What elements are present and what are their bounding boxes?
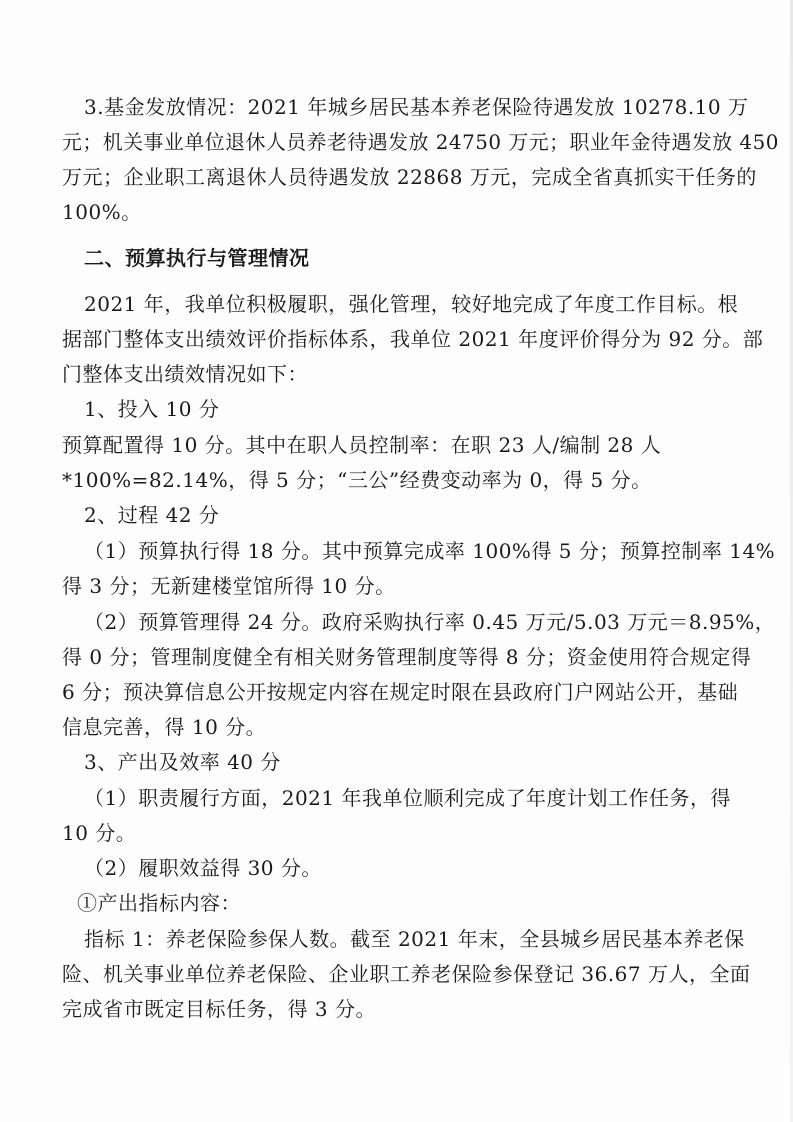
section-heading: 二、预算执行与管理情况 (84, 246, 310, 270)
paragraph-line: 元；机关事业单位退休人员养老待遇发放 24750 万元；职业年金待遇发放 450 (62, 130, 779, 154)
subsection-heading: 2、过程 42 分 (84, 503, 220, 527)
paragraph-line: 6 分；预决算信息公开按规定内容在规定时限在县政府门户网站公开，基础 (62, 680, 739, 704)
paragraph-line: 门整体支出绩效情况如下： (62, 362, 308, 386)
paragraph-line: （2）预算管理得 24 分。政府采购执行率 0.45 万元/5.03 万元＝8.95%， (84, 610, 776, 634)
paragraph-line: 100%。 (62, 200, 142, 224)
paragraph-line: 得 3 分；无新建楼堂馆所得 10 分。 (62, 574, 396, 598)
paragraph-line: 得 0 分；管理制度健全有相关财务管理制度等得 8 分；资金使用符合规定得 (62, 645, 752, 669)
paragraph-line: （1）预算执行得 18 分。其中预算完成率 100%得 5 分；预算控制率 14% (84, 539, 776, 563)
paragraph-line: （1）职责履行方面，2021 年我单位顺利完成了年度计划工作任务，得 (84, 786, 731, 810)
paragraph-line: （2）履职效益得 30 分。 (84, 856, 322, 880)
paragraph-line: 险、机关事业单位养老保险、企业职工养老保险参保登记 36.67 万人，全面 (62, 962, 751, 986)
paragraph-line: 完成省市既定目标任务，得 3 分。 (62, 997, 376, 1021)
paragraph-line: 10 分。 (62, 821, 137, 845)
subsection-heading: 1、投入 10 分 (84, 397, 220, 421)
paragraph-line: 3.基金发放情况：2021 年城乡居民基本养老保险待遇发放 10278.10 万 (84, 95, 749, 119)
paragraph-line: ①产出指标内容： (77, 891, 241, 915)
paragraph-line: 2021 年，我单位积极履职，强化管理，较好地完成了年度工作目标。根 (84, 292, 739, 316)
paragraph-line: *100%=82.14%，得 5 分；“三公”经费变动率为 0，得 5 分。 (62, 468, 652, 492)
subsection-heading: 3、产出及效率 40 分 (84, 750, 281, 774)
paragraph-line: 万元；企业职工离退休人员待遇发放 22868 万元，完成全省真抓实干任务的 (62, 165, 757, 189)
paragraph-line: 指标 1：养老保险参保人数。截至 2021 年末，全县城乡居民基本养老保 (84, 927, 745, 951)
paragraph-line: 据部门整体支出绩效评价指标体系，我单位 2021 年度评价得分为 92 分。部 (62, 327, 764, 351)
paragraph-line: 信息完善，得 10 分。 (62, 715, 267, 739)
paragraph-line: 预算配置得 10 分。其中在职人员控制率：在职 23 人/编制 28 人 (62, 433, 662, 457)
